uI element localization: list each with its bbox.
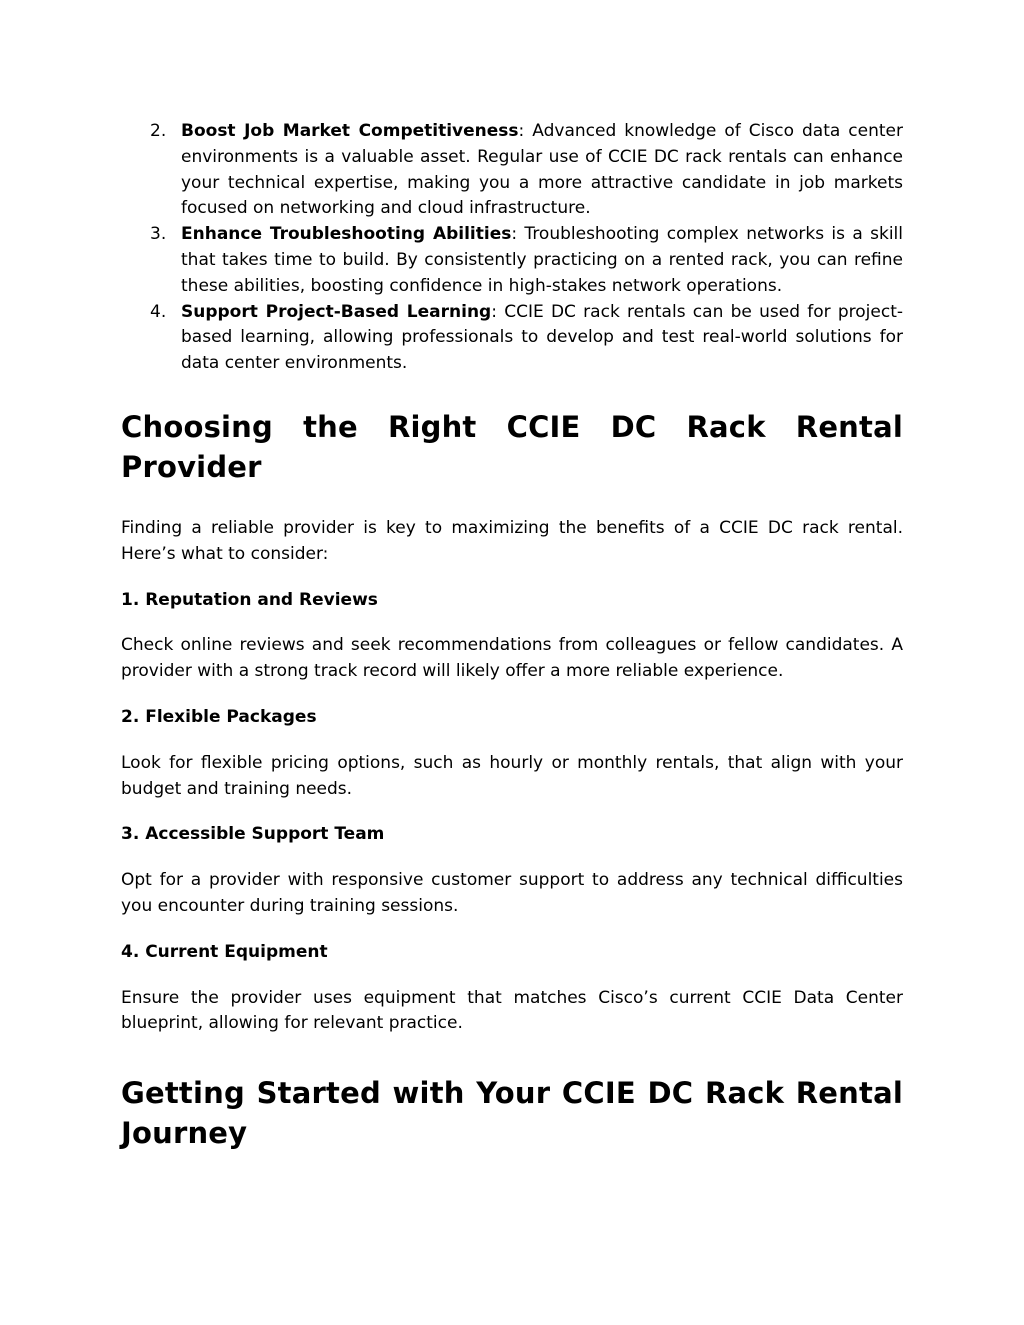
list-number: 4. xyxy=(150,301,167,322)
list-item xyxy=(121,300,903,377)
section-heading-getting-started: Getting Started with Your CCIE DC Rack Rental Journey xyxy=(121,1076,903,1151)
paragraph-reputation: Check online reviews and seek recommendations from colleagues or fellow candidates. A provider with a strong track record will likely offer a more reliable experience. xyxy=(121,635,903,682)
section-heading-choosing-provider: Choosing the Right CCIE DC Rack Rental Provider xyxy=(121,409,903,484)
subheading-reputation: 1. Reputation and Reviews xyxy=(121,589,378,610)
list-number: 3. xyxy=(150,224,167,245)
subheading-flexible-packages: 2. Flexible Packages xyxy=(121,706,317,727)
list-item xyxy=(121,222,903,299)
subheading-support-team: 3. Accessible Support Team xyxy=(121,824,385,845)
list-item-title: Support Project-Based Learning xyxy=(181,301,492,322)
list-item-text: : CCIE DC rack rentals can be used for project-based learning, allowing professionals to develop and test real-world solutions for data center environments. xyxy=(181,301,904,374)
paragraph-current-equipment: Ensure the provider uses equipment that matches Cisco’s current CCIE Data Center blueprint, allowing for relevant practice. xyxy=(121,987,903,1034)
section-intro: Finding a reliable provider is key to maximizing the benefits of a CCIE DC rack rental. Here’s what to consider: xyxy=(121,517,903,564)
list-item-title: Enhance Troubleshooting Abilities xyxy=(181,224,512,245)
list-item-text: : Troubleshooting complex networks is a skill that takes time to build. By consistently practicing on a rented rack, you can refine these abilities, boosting confidence in high-stakes network operations. xyxy=(181,224,903,296)
list-item-title: Boost Job Market Competitiveness xyxy=(181,121,519,141)
subheading-current-equipment: 4. Current Equipment xyxy=(121,941,328,962)
paragraph-support-team: Opt for a provider with responsive customer support to address any technical difficulties you encounter during training sessions. xyxy=(121,870,903,916)
list-item xyxy=(121,119,903,222)
document-page xyxy=(121,119,903,1153)
list-number: 2. xyxy=(150,121,167,141)
benefits-list xyxy=(121,119,903,377)
paragraph-flexible-packages: Look for flexible pricing options, such as hourly or monthly rentals, that align with your budget and training needs. xyxy=(121,752,903,799)
list-item-text: : Advanced knowledge of Cisco data center environments is a valuable asset. Regular use of CCIE DC rack rentals can enhance your technical expertise, making you a more attractive candidate in job markets focused on networking and cloud infrastructure. xyxy=(181,121,903,219)
